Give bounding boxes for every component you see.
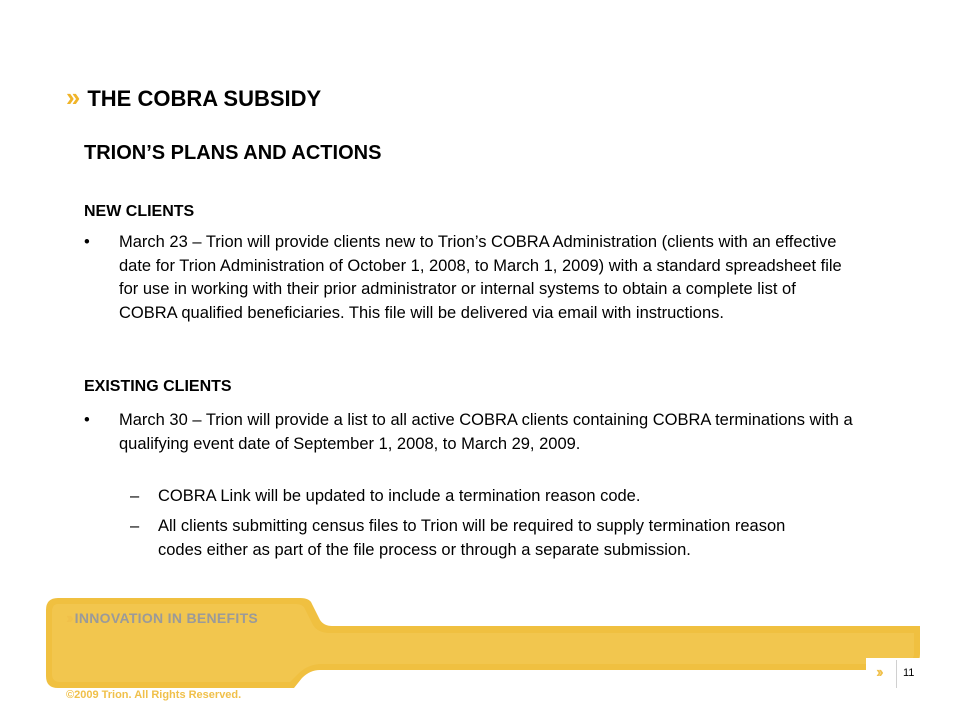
footer-tagline	[66, 610, 258, 628]
chevron-icon: ››	[66, 610, 71, 627]
copyright-text: ©2009 Trion. All Rights Reserved.	[66, 689, 242, 701]
dash-marker: –	[130, 517, 140, 535]
existing-clients-heading: EXISTING CLIENTS	[84, 378, 232, 395]
sub-bullet	[130, 485, 830, 509]
sub-bullet	[130, 515, 830, 562]
slide-title: THE COBRA SUBSIDY	[87, 86, 322, 111]
tagline-text: INNOVATION IN BENEFITS	[74, 610, 259, 626]
sub-bullet-text: All clients submitting census files to Trion will be required to supply termination reason codes either as part of the file process or through a separate submission.	[158, 517, 786, 559]
page-number: 11	[903, 667, 915, 679]
existing-clients-bullet	[84, 409, 854, 456]
bullet-text: March 30 – Trion will provide a list to all active COBRA clients containing COBRA terminations with a qualifying event date of September 1, 2008, to March 29, 2009.	[119, 411, 853, 453]
new-clients-bullet	[84, 231, 854, 325]
bullet-marker: •	[84, 233, 90, 251]
chevron-icon: ››	[876, 664, 881, 681]
dash-marker: –	[130, 487, 140, 505]
chevron-icon: ››	[66, 82, 78, 112]
sub-bullet-text: COBRA Link will be updated to include a termination reason code.	[158, 487, 641, 505]
bullet-text: March 23 – Trion will provide clients new to Trion’s COBRA Administration (clients with an effective date for Trion Administration of October 1, 2008, to March 1, 2009) with a standard spreadsheet file for use in working with their prior administrator or internal systems to obtain a complete list of COBRA qualified beneficiaries. This file will be delivered via email with instructions.	[119, 233, 842, 322]
new-clients-heading: NEW CLIENTS	[84, 203, 195, 220]
slide-header	[66, 82, 321, 113]
slide-subtitle: TRION’S PLANS AND ACTIONS	[84, 142, 382, 164]
bullet-marker: •	[84, 411, 90, 429]
page-divider	[896, 660, 897, 688]
page-marker	[876, 664, 881, 682]
